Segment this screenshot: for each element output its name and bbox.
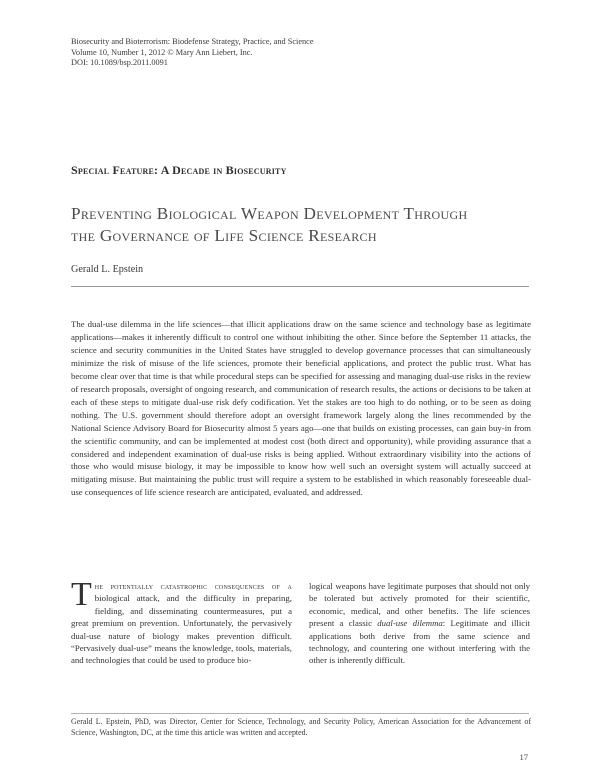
journal-header — [71, 37, 314, 69]
article-title-line-1: Preventing Biological Weapon Development Through — [71, 204, 468, 223]
article-title-line-2: the Governance of Life Science Research — [71, 226, 377, 245]
dual-use-dilemma-term: dual-use dilemma — [377, 618, 443, 629]
journal-volume: Volume 10, Number 1, 2012 © Mary Ann Liebert, Inc. — [71, 47, 253, 57]
journal-name: Biosecurity and Bioterrorism: Biodefense Strategy, Practice, and Science — [71, 37, 314, 46]
footnote-divider — [71, 713, 529, 714]
drop-cap: T — [71, 576, 92, 613]
journal-doi: DOI: 10.1089/bsp.2011.0091 — [71, 58, 168, 67]
abstract: The dual-use dilemma in the life sciences—that illicit applications draw on the same science and technology base as legitimate applications—makes it inherently difficult to control one without inhibiting the other. Since before the September 11 attacks, the science and security communities in the United States have struggled to develop governance processes that can simultaneously minimize the risk of misuse of the life sciences, promote their beneficial applications, and protect the public trust. What has become clear over that time is that while procedural steps can be specified for assessing and managing dual-use risks in the review of research proposals, oversight of ongoing research, and communication of research results, the actions or decisions to be taken at each of these steps to mitigate dual-use risk defy codification. Yet the stakes are too high to do nothing, or to be seen as doing nothing. The U.S. government should therefore adopt an oversight framework largely along the lines recommended by the National Science Advisory Board for Biosecurity almost 5 years ago—one that builds on existing processes, can gain buy-in from the scientific community, and can be implemented at modest cost (both direct and opportunity), while providing assurance that a considered and independent examination of dual-use risks is being applied. Without extraordinary visibility into the actions of those who would misuse biology, it may be impossible to know how well such an oversight system will actually succeed at mitigating misuse. But maintaining the public trust will require a system to be established in which reasonably foreseeable dual-use consequences of life science research are anticipated, evaluated, and addressed. — [71, 319, 531, 498]
lead-in-smallcaps: he potentially catastrophic consequences of a — [94, 581, 292, 591]
author-footnote: Gerald L. Epstein, PhD, was Director, Center for Science, Technology, and Security Policy, American Association for the Advancement of Science, Washington, DC, at the time this article was written and accepted. — [71, 717, 531, 738]
article-title — [71, 203, 467, 247]
body-right-text-end: : Legitimate and illicit applications both derive from the same science and technology, and countering one without interfering with the other is inherently difficult. — [309, 618, 531, 666]
section-label: Special Feature: A Decade in Biosecurity — [71, 163, 287, 177]
body-column-right — [309, 580, 530, 667]
body-column-left — [71, 576, 292, 667]
body-left-text: biological attack, and the difficulty in preparing, fielding, and disseminating countermeasures, put a great premium on prevention. Unfortunately, the pervasively dual-use nature of biology makes prevention difficult. “Pervasively dual-use” means the knowledge, tools, materials, and technologies that could be used to produce bio- — [71, 593, 292, 666]
author-name: Gerald L. Epstein — [71, 264, 144, 275]
page-number: 17 — [519, 752, 528, 762]
body-right-text-start: logical weapons have legitimate purposes that should not only be tolerated but actively promoted for their scientific, economic, medical, and other benefits. The life sciences present a classic — [309, 581, 530, 629]
header-divider — [71, 286, 529, 287]
